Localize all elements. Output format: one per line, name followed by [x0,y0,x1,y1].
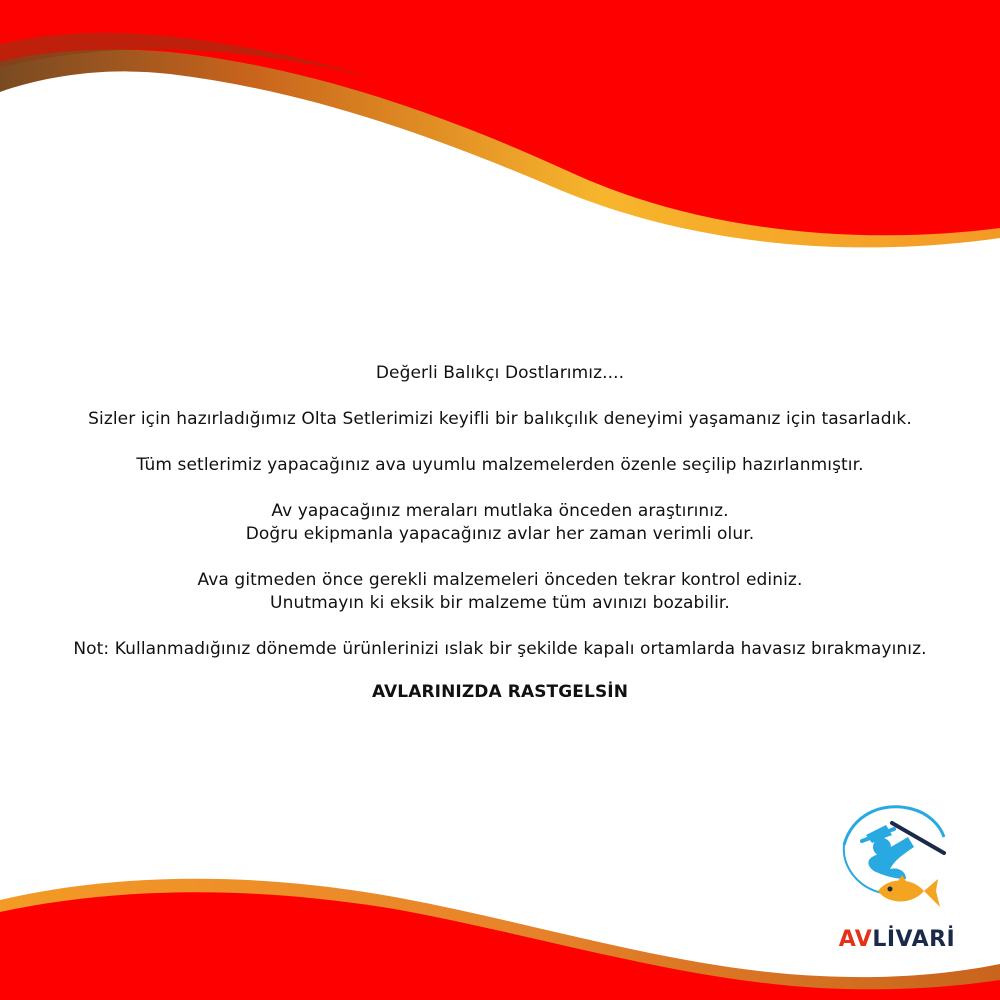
message-block [0,362,1000,704]
top-wave-decoration [0,0,1000,260]
fisherman-icon [844,807,944,893]
message-line-1: Sizler için hazırladığımız Olta Setlerimizi keyifli bir balıkçılık deneyimi yaşamanız için tasarladık. [88,409,912,429]
message-line-4b: Unutmayın ki eksik bir malzeme tüm avınızı bozabilir. [270,593,730,613]
fish-icon [878,875,940,907]
message-line-4a: Ava gitmeden önce gerekli malzemeleri önceden tekrar kontrol ediniz. [197,570,803,590]
greeting-text: Değerli Balıkçı Dostlarımız.... [375,363,625,383]
logo-wordmark [832,927,962,952]
message-line-2: Tüm setlerimiz yapacağınız ava uyumlu malzemelerden özenle seçilip hazırlanmıştır. [136,455,864,475]
logo-text-livari: LİVARİ [872,927,956,952]
avlivari-logo [832,795,962,965]
message-line-3a: Av yapacağınız meraları mutlaka önceden araştırınız. [271,501,729,521]
logo-text-av: AV [838,927,873,952]
note-text: Not: Kullanmadığınız dönemde ürünlerinizi ıslak bir şekilde kapalı ortamlarda havasız bırakmayınız. [73,639,927,659]
message-line-3b: Doğru ekipmanla yapacağınız avlar her zaman verimli olur. [245,524,755,544]
logo-graphic [832,795,962,925]
closing-text: AVLARINIZDA RASTGELSİN [371,682,629,702]
